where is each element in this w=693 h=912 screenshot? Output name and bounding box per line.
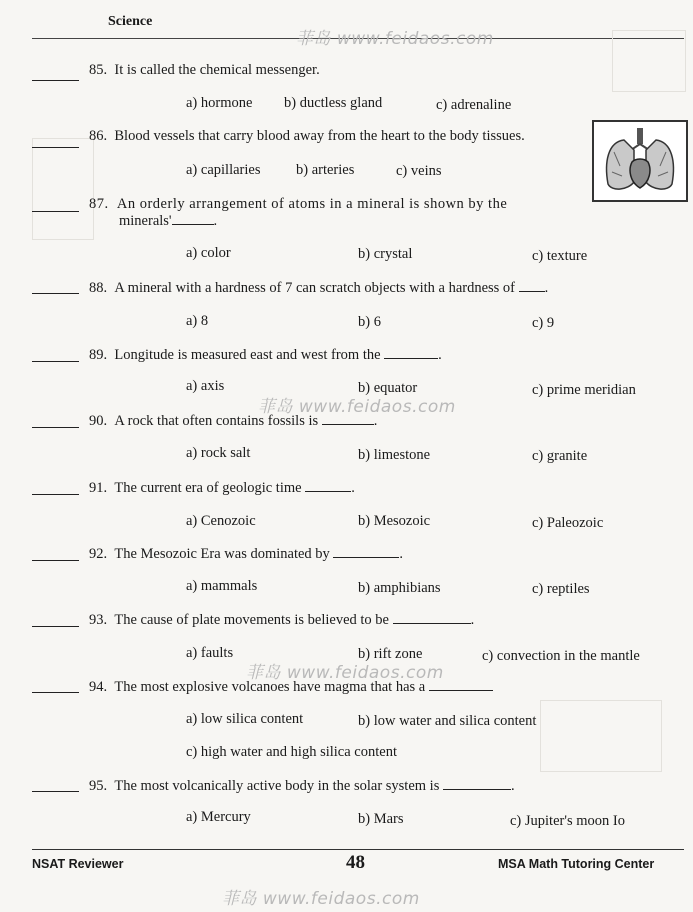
bleed-through-figure [540, 700, 662, 772]
inline-answer-blank [443, 777, 511, 790]
heart-lungs-icon [594, 122, 686, 200]
option-b[interactable]: b) 6 [358, 314, 381, 330]
bleed-through-figure [612, 30, 686, 92]
question-87-continued: minerals' . [119, 213, 218, 229]
heart-lungs-illustration [592, 120, 688, 202]
question-88: 88. A mineral with a hardness of 7 can scratch objects with a hardness of . [89, 280, 549, 296]
option-c[interactable]: c) high water and high silica content [186, 744, 397, 760]
option-c[interactable]: c) texture [532, 248, 588, 264]
question-91: 91. The current era of geologic time . [89, 480, 355, 496]
question-90: 90. A rock that often contains fossils is . [89, 413, 378, 429]
question-text: The current era of geologic time [114, 480, 302, 496]
question-number: 88. [89, 280, 108, 296]
answer-blank[interactable] [32, 560, 79, 561]
question-text: A rock that often contains fossils is [114, 413, 319, 429]
watermark-top: 菲岛 www.feidaos.com [296, 29, 494, 49]
question-number: 91. [89, 480, 108, 496]
option-b[interactable]: b) amphibians [358, 580, 441, 596]
option-b[interactable]: b) Mars [358, 811, 404, 827]
watermark-lower: 菲岛 www.feidaos.com [246, 663, 444, 683]
option-a[interactable]: a) axis [186, 378, 225, 394]
watermark-middle: 菲岛 www.feidaos.com [258, 397, 456, 417]
question-text: The cause of plate movements is believed to be [114, 612, 389, 628]
question-92: 92. The Mesozoic Era was dominated by . [89, 546, 404, 562]
question-number: 94. [89, 679, 108, 695]
option-a[interactable]: a) Mercury [186, 809, 251, 825]
option-c[interactable]: c) granite [532, 448, 588, 464]
option-c[interactable]: c) prime meridian [532, 382, 636, 398]
option-c[interactable]: c) veins [396, 163, 442, 179]
question-text: Longitude is measured east and west from the [114, 347, 381, 363]
inline-answer-blank [393, 611, 471, 624]
question-94 [89, 678, 493, 696]
answer-blank[interactable] [32, 293, 79, 294]
option-a[interactable]: a) capillaries [186, 162, 261, 178]
answer-blank[interactable] [32, 361, 79, 362]
footer-divider [32, 849, 684, 850]
question-text: It is called the chemical messenger. [114, 62, 320, 78]
option-b[interactable]: b) Mesozoic [358, 513, 431, 529]
inline-answer-blank [333, 545, 399, 558]
answer-blank[interactable] [32, 80, 79, 81]
question-number: 87. [89, 196, 109, 212]
option-a[interactable]: a) mammals [186, 578, 258, 594]
answer-blank[interactable] [32, 427, 79, 428]
question-text: A mineral with a hardness of 7 can scratch objects with a hardness of [114, 280, 516, 296]
question-93: 93. The cause of plate movements is believed to be . [89, 612, 475, 628]
footer-title: NSAT Reviewer [32, 857, 124, 871]
option-c[interactable]: c) Jupiter's moon Io [510, 813, 625, 829]
bleed-through-figure [32, 138, 94, 240]
question-87 [89, 196, 507, 213]
option-a[interactable]: a) color [186, 245, 231, 261]
question-95: 95. The most volcanically active body in the solar system is . [89, 778, 515, 794]
option-b[interactable]: b) low water and silica content [358, 713, 537, 729]
answer-blank[interactable] [32, 692, 79, 693]
option-a[interactable]: a) hormone [186, 95, 253, 111]
question-number: 92. [89, 546, 108, 562]
inline-answer-blank [305, 479, 351, 492]
answer-blank[interactable] [32, 147, 79, 148]
option-b[interactable]: b) equator [358, 380, 418, 396]
option-b[interactable]: b) rift zone [358, 646, 423, 662]
question-text: An orderly arrangement of atoms in a mineral is shown by the [116, 196, 508, 212]
question-89: 89. Longitude is measured east and west from the . [89, 347, 442, 363]
option-b[interactable]: b) arteries [296, 162, 355, 178]
option-c[interactable]: c) reptiles [532, 581, 590, 597]
answer-blank[interactable] [32, 626, 79, 627]
question-number: 86. [89, 128, 108, 144]
footer-publisher: MSA Math Tutoring Center [498, 857, 655, 871]
option-c[interactable]: c) convection in the mantle [482, 648, 640, 664]
inline-answer-blank [384, 346, 438, 359]
answer-blank[interactable] [32, 791, 79, 792]
answer-blank[interactable] [32, 211, 79, 212]
question-number: 90. [89, 413, 108, 429]
question-number: 89. [89, 347, 108, 363]
question-number: 93. [89, 612, 108, 628]
question-text: Blood vessels that carry blood away from the heart to the body tissues. [114, 128, 525, 144]
option-a[interactable]: a) rock salt [186, 445, 251, 461]
option-b[interactable]: b) crystal [358, 246, 413, 262]
page-number: 48 [346, 852, 365, 873]
option-b[interactable]: b) limestone [358, 447, 431, 463]
question-number: 95. [89, 778, 108, 794]
inline-answer-blank [172, 212, 214, 225]
option-c[interactable]: c) Paleozoic [532, 515, 604, 531]
watermark-bottom: 菲岛 www.feidaos.com [222, 889, 420, 909]
subject-heading: Science [108, 14, 153, 29]
option-a[interactable]: a) Cenozoic [186, 513, 256, 529]
question-text: The Mesozoic Era was dominated by [114, 546, 330, 562]
question-85 [89, 62, 320, 79]
inline-answer-blank [322, 412, 374, 425]
inline-answer-blank [429, 678, 493, 691]
option-c[interactable]: c) adrenaline [436, 97, 512, 113]
inline-answer-blank [519, 279, 545, 292]
option-a[interactable]: a) faults [186, 645, 234, 661]
option-a[interactable]: a) 8 [186, 313, 209, 329]
answer-blank[interactable] [32, 494, 79, 495]
question-text: The most volcanically active body in the solar system is [114, 778, 440, 794]
question-number: 85. [89, 62, 108, 78]
question-text: The most explosive volcanoes have magma that has a [114, 679, 426, 695]
question-text-continued: minerals' [119, 213, 172, 229]
option-a[interactable]: a) low silica content [186, 711, 304, 727]
question-86 [89, 128, 525, 145]
option-b[interactable]: b) ductless gland [284, 95, 383, 111]
option-c[interactable]: c) 9 [532, 315, 555, 331]
